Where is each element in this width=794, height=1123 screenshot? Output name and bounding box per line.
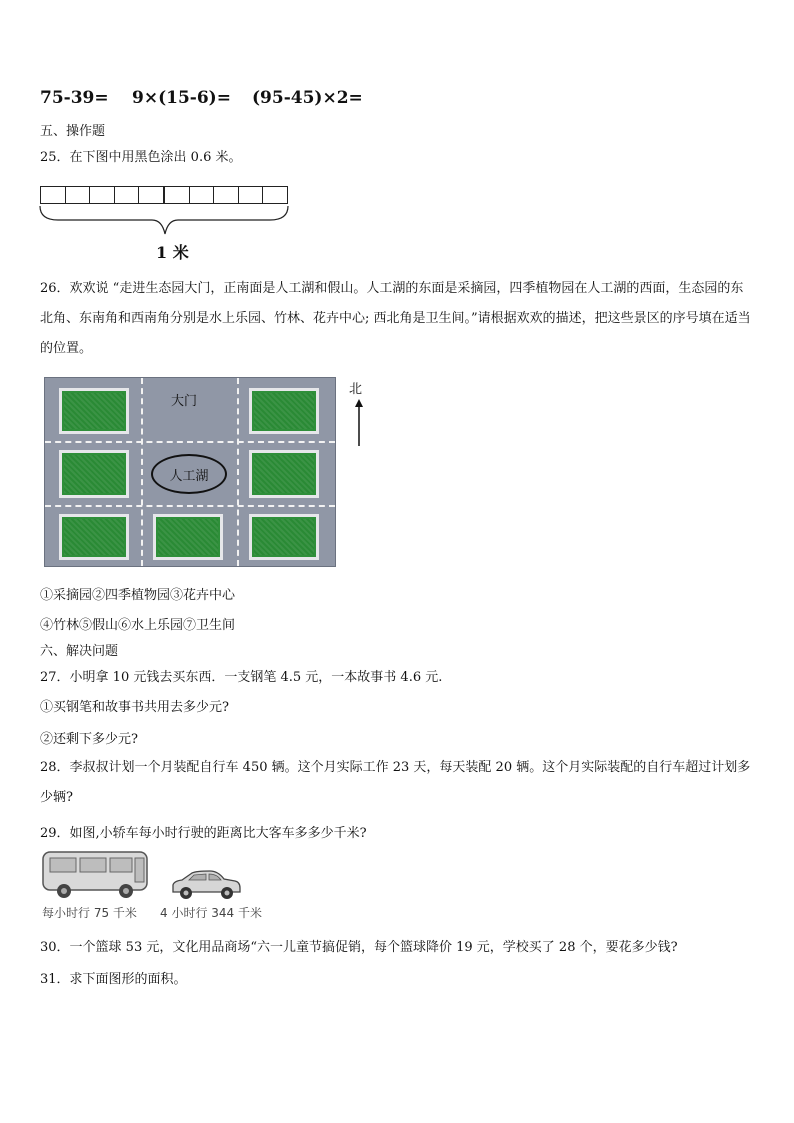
question-30: 30．一个篮球 53 元，文化用品商场“六一儿童节搞促销，每个篮球降价 19 元，学校买了 28 个，要花多少钱? xyxy=(40,940,678,955)
question-26: 26．欢欢说 “走进生态园大门，正南面是人工湖和假山。人工湖的东面是采摘园，四季植物园在人工湖的西面，生态园的东北角、东南角和西南角分别是水上乐园、竹林、花卉中心; 西北角是卫生间。”请根据欢欢的描述，把这些景区的序号填在适当的位置。 xyxy=(40,281,751,356)
map-plot-ne[interactable] xyxy=(249,388,319,434)
map-plot-nw[interactable] xyxy=(59,388,129,434)
ruler-cell[interactable] xyxy=(115,187,140,203)
question-31: 31．求下面图形的面积。 xyxy=(40,972,187,987)
section-5-title: 五、操作题 xyxy=(40,124,106,139)
options-line-1: ①采摘园②四季植物园③花卉中心 xyxy=(40,588,236,603)
map-plot-e[interactable] xyxy=(249,450,319,498)
map-lake-label: 人工湖 xyxy=(169,468,209,484)
expression-1: 75-39= xyxy=(40,88,109,108)
ruler-label: 1 米 xyxy=(156,243,189,262)
ruler-cell[interactable] xyxy=(90,187,115,203)
road-line xyxy=(237,378,239,566)
road-line xyxy=(45,505,335,507)
road-line xyxy=(45,441,335,443)
car-icon xyxy=(170,868,242,900)
bus-icon xyxy=(40,848,152,900)
question-27: 27．小明拿 10 元钱去买东西．一支钢笔 4.5 元，一本故事书 4.6 元. xyxy=(40,670,443,685)
expression-3: (95-45)×2= xyxy=(252,88,363,108)
map-plot-sw[interactable] xyxy=(59,514,129,560)
map-gate-label: 大门 xyxy=(171,394,198,409)
question-27-part-2: ②还剩下多少元? xyxy=(40,732,138,747)
park-map xyxy=(44,377,336,567)
question-28: 28．李叔叔计划一个月装配自行车 450 辆。这个月实际工作 23 天，每天装配 20 辆。这个月实际装配的自行车超过计划多少辆? xyxy=(40,760,751,805)
section-6-title: 六、解决问题 xyxy=(40,644,119,659)
map-plot-s[interactable] xyxy=(153,514,223,560)
question-27-part-1: ①买钢笔和故事书共用去多少元? xyxy=(40,700,229,715)
ruler-cell[interactable] xyxy=(190,187,215,203)
ruler-cell[interactable] xyxy=(214,187,239,203)
brace-icon xyxy=(38,204,292,238)
map-lake xyxy=(151,454,227,494)
ruler-cell[interactable] xyxy=(165,187,190,203)
car-caption: 4 小时行 344 千米 xyxy=(160,906,262,920)
options-line-2: ④竹林⑤假山⑥水上乐园⑦卫生间 xyxy=(40,618,236,633)
map-plot-se[interactable] xyxy=(249,514,319,560)
north-label: 北 xyxy=(349,382,363,397)
question-25: 25．在下图中用黑色涂出 0.6 米。 xyxy=(40,150,242,165)
bus-caption: 每小时行 75 千米 xyxy=(42,906,137,920)
road-line xyxy=(141,378,143,566)
meter-ruler xyxy=(40,186,288,204)
ruler-cell[interactable] xyxy=(239,187,264,203)
ruler-cell[interactable] xyxy=(139,187,165,203)
ruler-cell[interactable] xyxy=(41,187,66,203)
expression-2: 9×(15-6)= xyxy=(132,88,231,108)
ruler-cell[interactable] xyxy=(263,187,287,203)
north-arrow-icon xyxy=(352,398,366,448)
question-29: 29．如图,小轿车每小时行驶的距离比大客车多多少千米? xyxy=(40,826,367,841)
map-plot-w[interactable] xyxy=(59,450,129,498)
ruler-cell[interactable] xyxy=(66,187,91,203)
